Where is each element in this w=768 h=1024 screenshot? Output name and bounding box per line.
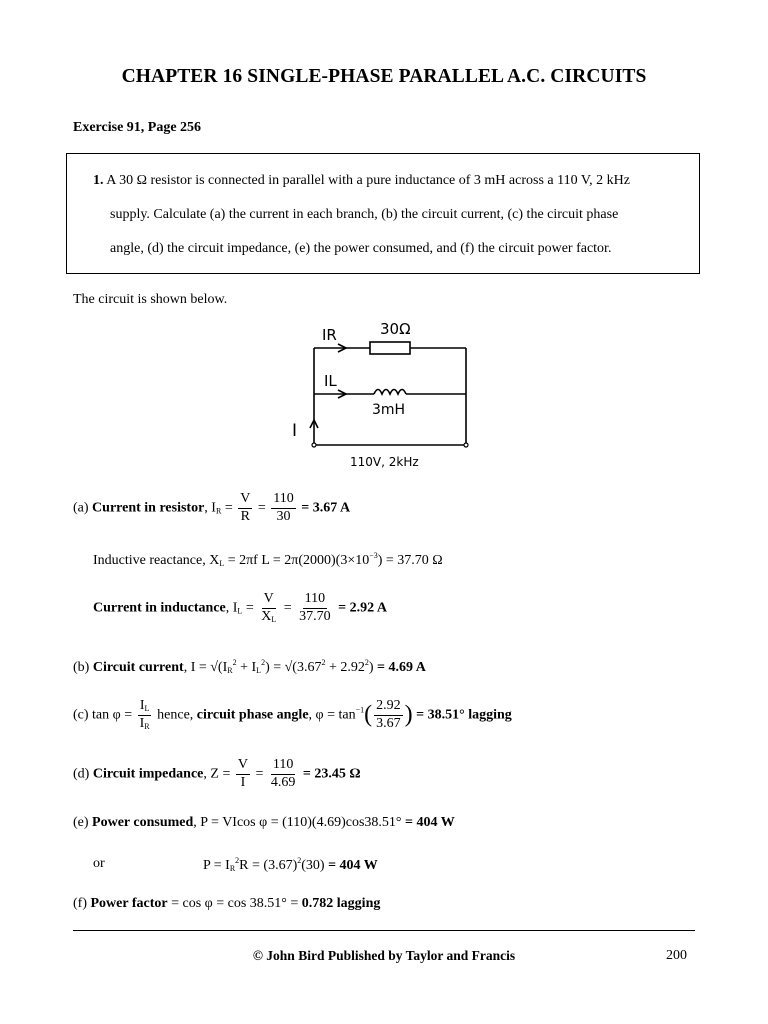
part-e-alternative: $P = I_R^2R = (3.67)^2(30) = 404$ W	[203, 856, 378, 873]
terminal-right	[464, 443, 468, 447]
question-line-1	[93, 173, 630, 189]
i-label: I	[292, 421, 298, 441]
fraction: $\frac{110}{37.70}$	[299, 591, 331, 624]
inductive-reactance: Inductive reactance, $X_L = 2\pi f$ $L = 2\pi(2000)(3\times 10^{-3}) = 37.70$ Ω	[93, 551, 443, 568]
part-d: (d) Circuit impedance, Z = $\frac{V}{I}$ = $\frac{110}{4.69}$ = 23.45 Ω	[73, 757, 361, 790]
page-number: 200	[666, 948, 687, 963]
part-f: (f) Power factor = cos φ = cos 38.51° = 0.782 lagging	[73, 896, 381, 911]
part-e: (e) Power consumed, P = VIcos φ = (110)(4.69)cos38.51° = 404 W	[73, 815, 455, 830]
part-b-label: Circuit current	[92, 660, 184, 675]
il-label: IL	[324, 372, 337, 390]
fraction: $\frac{V}{X_L}$	[261, 591, 277, 624]
circuit-diagram	[280, 310, 480, 475]
part-e-label: Power consumed	[92, 815, 194, 830]
part-d-result: = 23.45 Ω	[299, 766, 361, 782]
part-b: (b) Circuit current, $I = √(I_R^2 + I_L^2) = √(3.67^2 + 2.92^2) = 4.69$ A	[73, 658, 426, 675]
fraction: $\frac{2.92}{3.67}$	[376, 698, 401, 731]
question-line-3: angle, (d) the circuit impedance, (e) the power consumed, and (f) the circuit power factor.	[110, 241, 612, 256]
part-f-label: Power factor	[90, 896, 168, 911]
part-e-result: = 404 W	[401, 815, 455, 830]
inductance-current-label: Current in inductance	[93, 600, 226, 616]
footer-copyright: © John Bird Published by Taylor and Francis	[252, 948, 516, 963]
part-a: (a) Current in resistor, $I_R$ = $\frac{V}{R}$ = $\frac{110}{30}$ = 3.67 A	[73, 491, 351, 524]
page-title: CHAPTER 16 SINGLE-PHASE PARALLEL A.C. CIRCUITS	[121, 66, 647, 87]
resistor-label: 30Ω	[380, 320, 411, 338]
part-f-result: 0.782 lagging	[301, 896, 381, 911]
part-c: (c) tan φ = $\frac{I_L}{I_R}$ hence, circuit phase angle, $\varphi = \tan^{-1}$( $\frac{2.92}{3.67}$ ) = 38.51° lagging	[73, 698, 512, 731]
inductor-label: 3mH	[372, 402, 406, 418]
part-e-alt-result: = 404 W	[324, 858, 378, 873]
fraction: $\frac{V}{I}$	[237, 757, 248, 790]
part-c-label: circuit phase angle	[196, 707, 309, 723]
question-box	[66, 153, 700, 274]
inductance-current-result: = 2.92 A	[334, 600, 387, 616]
exercise-heading: Exercise 91, Page 256	[73, 120, 202, 135]
footer-rule	[73, 930, 695, 931]
fraction: $\frac{V}{R}$	[240, 491, 251, 524]
fraction: $\frac{110}{30}$	[273, 491, 294, 524]
part-d-label: Circuit impedance	[92, 766, 204, 782]
fraction: $\frac{110}{4.69}$	[270, 757, 296, 790]
question-line-2: supply. Calculate (a) the current in each branch, (b) the circuit current, (c) the circuit phase	[110, 207, 619, 222]
resistor-symbol	[370, 342, 410, 354]
supply-label: 110V, 2kHz	[350, 455, 419, 469]
intro-text: The circuit is shown below.	[73, 292, 228, 307]
part-a-label: Current in resistor	[92, 500, 205, 516]
part-b-result: = 4.69 A	[373, 660, 426, 675]
question-text-1: A 30 Ω resistor is connected in parallel with a pure inductance of 3 mH across a 110 V, 2 kHz	[106, 173, 630, 188]
question-number: 1.	[93, 173, 104, 188]
part-c-result: = 38.51° lagging	[412, 707, 512, 723]
ir-label: IR	[322, 326, 337, 344]
part-e-or: or	[93, 856, 105, 871]
fraction: $\frac{I_L}{I_R}$	[139, 698, 150, 731]
inductor-symbol	[374, 390, 406, 395]
inductance-current: Current in inductance, $I_L$ = $\frac{V}{X_L}$ = $\frac{110}{37.70}$ = 2.92 A	[93, 591, 387, 624]
part-a-result: = 3.67 A	[297, 500, 351, 516]
terminal-left	[312, 443, 316, 447]
